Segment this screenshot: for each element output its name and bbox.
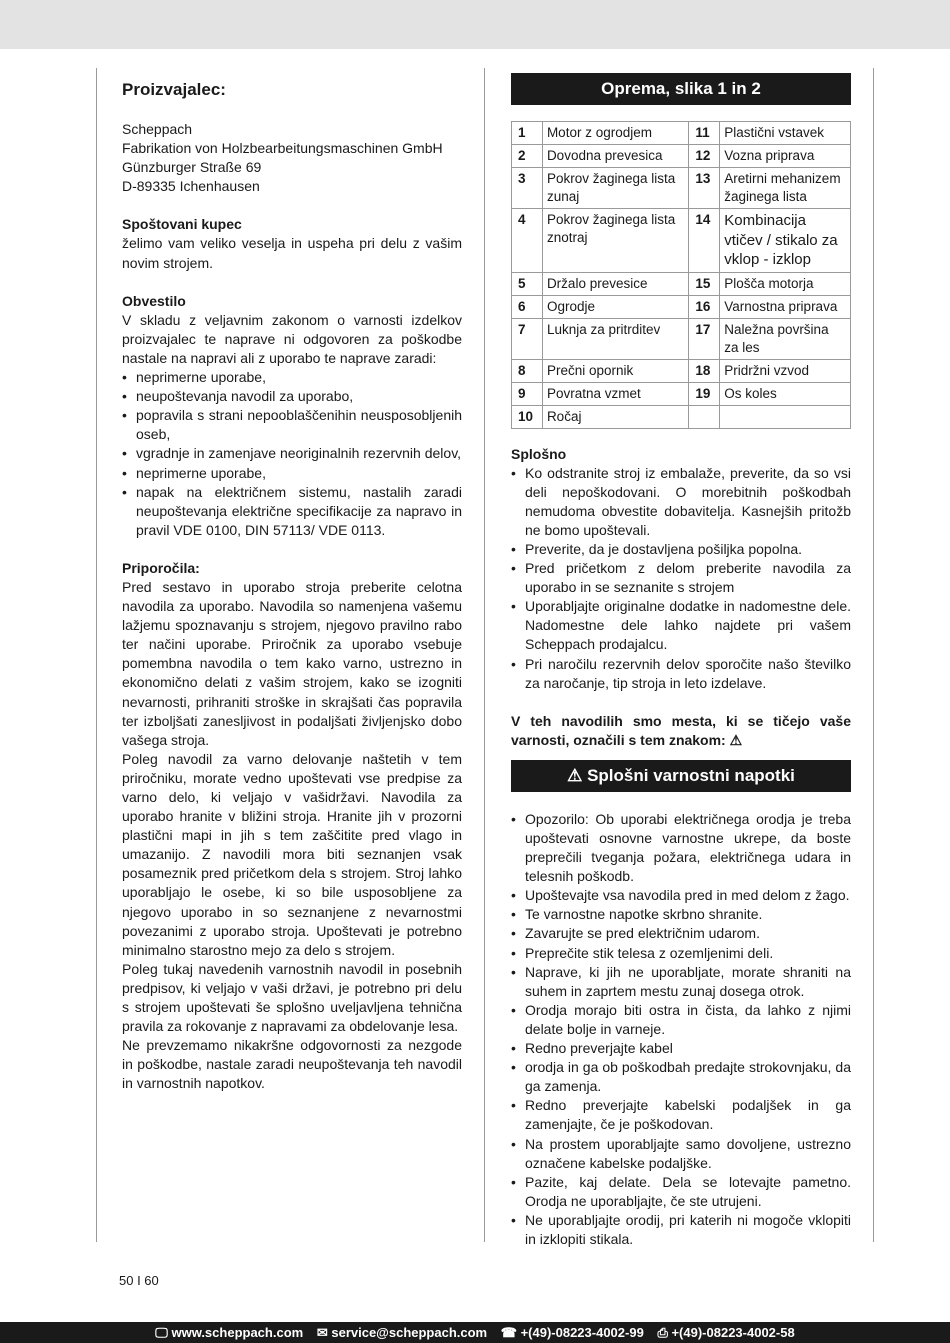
- table-row: [512, 405, 851, 428]
- notice-heading: Obvestilo: [122, 292, 186, 309]
- part-number: 17: [689, 318, 720, 359]
- recommendations-paragraph: Ne prevzemamo nikakršne odgovornosti za nezgode in poškodbe, nastale zaradi neupoštevanja teh navodil in varnostnih napotkov.: [122, 1037, 462, 1092]
- part-number: 8: [512, 359, 543, 382]
- mail-icon: ✉: [316, 1325, 328, 1340]
- left-margin-line: [96, 68, 97, 1242]
- part-name: Varnostna priprava: [720, 295, 851, 318]
- recommendations-paragraph: Pred sestavo in uporabo stroja preberite celotna navodila za uporabo. Navodila so namenjena vašemu lažjemu spoznavanju s strojem, njegovo pravilno rabo ter načini uporabe. Priročnik za uporabo vsebuje pomembna navodila o tem kako varno, ustrezno in ekonomično delati z vašim strojem, kako se izogniti nevarnosti, prihraniti stroške in skrajšati čas popravila ter izboljšati zanesljivost in podaljšati življenjsko dobo vašega stroja.: [122, 578, 462, 748]
- list-item: • Upoštevajte vsa navodila pred in med delom z žago.: [511, 886, 851, 905]
- part-number: 19: [689, 382, 720, 405]
- computer-icon: 🖵: [155, 1325, 168, 1340]
- part-name: Motor z ogrodjem: [542, 122, 688, 145]
- part-number: 5: [512, 272, 543, 295]
- footer-website-text: www.scheppach.com: [171, 1325, 304, 1340]
- list-item: • Pri naročilu rezervnih delov sporočite našo številko za naročanje, tip stroja in leto izdelave.: [511, 655, 851, 693]
- footer-fax-text: +(49)-08223-4002-58: [671, 1325, 795, 1340]
- dear-customer-heading: Spoštovani kupec: [122, 216, 242, 233]
- footer-phone-text: +(49)-08223-4002-99: [520, 1325, 644, 1340]
- table-row: [512, 359, 851, 382]
- warning-symbol-note: V teh navodilih smo mesta, ki se tičejo vaše varnosti, označili s tem znakom: ⚠: [511, 712, 851, 748]
- list-item: • Ne uporabljajte orodij, pri katerih ni mogoče vklopiti in izklopiti stikala.: [511, 1211, 851, 1249]
- left-column: [122, 80, 462, 1094]
- part-name: Luknja za pritrditev: [542, 318, 688, 359]
- list-item: • neupoštevanja navodil za uporabo,: [122, 387, 462, 406]
- page-number: 50 I 60: [119, 1273, 159, 1288]
- part-number: 2: [512, 145, 543, 168]
- list-item: • Redno preverjajte kabel: [511, 1039, 851, 1058]
- list-item: • orodja in ga ob poškodbah predajte strokovnjaku, da ga zamenja.: [511, 1058, 851, 1096]
- part-number: 14: [689, 209, 720, 273]
- list-item: • Zavarujte se pred električnim udarom.: [511, 924, 851, 943]
- footer-email-text: service@scheppach.com: [331, 1325, 488, 1340]
- part-number: 16: [689, 295, 720, 318]
- part-number: 10: [512, 405, 543, 428]
- list-item: • Naprave, ki jih ne uporabljate, morate shraniti na suhem in zaprtem mestu zunaj dosega otrok.: [511, 963, 851, 1001]
- footer-fax: [657, 1325, 794, 1340]
- part-name: Držalo prevesice: [542, 272, 688, 295]
- list-item: • vgradnje in zamenjave neoriginalnih rezervnih delov,: [122, 444, 462, 463]
- fax-icon: ⎙: [657, 1325, 668, 1340]
- footer-website[interactable]: [155, 1325, 307, 1340]
- list-item: • Uporabljajte originalne dodatke in nadomestne dele. Nadomestne dele lahko najdete pri vašem Scheppach prodajalcu.: [511, 597, 851, 654]
- part-name: Pridržni vzvod: [720, 359, 851, 382]
- footer-phone[interactable]: [501, 1325, 648, 1340]
- table-row: [512, 122, 851, 145]
- equipment-title-bar: Oprema, slika 1 in 2: [511, 73, 851, 105]
- address-line: Fabrikation von Holzbearbeitungsmaschinen GmbH: [122, 140, 443, 157]
- part-number: 9: [512, 382, 543, 405]
- list-item: • neprimerne uporabe,: [122, 464, 462, 483]
- part-number: 4: [512, 209, 543, 273]
- part-number: 11: [689, 122, 720, 145]
- address-line: Scheppach: [122, 121, 193, 137]
- recommendations-heading: Priporočila:: [122, 559, 200, 576]
- center-divider-line: [484, 68, 485, 1242]
- part-name: Plastični vstavek: [720, 122, 851, 145]
- part-number: [689, 405, 720, 428]
- part-name: Pokrov žaginega lista zunaj: [542, 168, 688, 209]
- right-margin-line: [873, 68, 874, 1242]
- equipment-table: [511, 121, 851, 429]
- part-name: Dovodna prevesica: [542, 145, 688, 168]
- recommendations-paragraph: Poleg navodil za varno delovanje naštetih v tem priročniku, morate vedno upoštevati vse predpise za varno delo, ki veljajo v vašidržavi. Navodila za uporabo hranite v bližini stroja. Hranite jih v prozorni plastični mapi in jih s tem zaščitite pred vlago in umazanijo. Z navodili mora biti seznanjen vsak posameznik pred pričetkom dela s strojem. Stroj lahko uporabljajo le osebe, ki so bile usposobljene za njegovo uporabo in so seznanjene z nevarnostmi povezanimi z uporabo stroja. Upoštevati je potrebno minimalno starostno mejo za delo s strojem.: [122, 750, 462, 958]
- manufacturer-address: [122, 120, 462, 196]
- part-name: Vozna priprava: [720, 145, 851, 168]
- table-row: [512, 318, 851, 359]
- part-name: Povratna vzmet: [542, 382, 688, 405]
- dear-customer-text: želimo vam veliko veselja in uspeha pri delu z vašim novim strojem.: [122, 235, 462, 271]
- right-column: [511, 73, 851, 1249]
- table-row: [512, 145, 851, 168]
- phone-icon: ☎: [500, 1325, 517, 1340]
- part-name: Pokrov žaginega lista znotraj: [542, 209, 688, 273]
- part-number: 13: [689, 168, 720, 209]
- list-item: • Redno preverjajte kabelski podaljšek in ga zamenjajte, če je poškodovan.: [511, 1096, 851, 1134]
- notice-text: V skladu z veljavnim zakonom o varnosti izdelkov proizvajalec te naprave ni odgovoren za poškodbe nastale na napravi ali z uporabo te naprave zaradi:: [122, 311, 462, 366]
- manufacturer-heading: Proizvajalec:: [122, 80, 226, 99]
- list-item: • Preprečite stik telesa z ozemljenimi deli.: [511, 944, 851, 963]
- table-row: [512, 168, 851, 209]
- address-line: Günzburger Straße 69: [122, 159, 262, 176]
- part-name: Prečni opornik: [542, 359, 688, 382]
- part-number: 15: [689, 272, 720, 295]
- safety-list: [511, 810, 851, 1249]
- footer-bar: [0, 1322, 950, 1343]
- list-item: • Preverite, da je dostavljena pošiljka popolna.: [511, 540, 851, 559]
- part-name: Plošča motorja: [720, 272, 851, 295]
- recommendations-paragraph: Poleg tukaj navedenih varnostnih navodil in posebnih predpisov, ki veljajo v vaši državi, je potrebno pri delu s strojem upoštevati še splošno uveljavljena tehnična pravila za rokovanje z napravami za obdelovanje lesa.: [122, 960, 462, 1035]
- general-heading: Splošno: [511, 445, 567, 462]
- footer-email[interactable]: [317, 1325, 491, 1340]
- part-number: 18: [689, 359, 720, 382]
- list-item: • Opozorilo: Ob uporabi električnega orodja je treba upoštevati osnovne varnostne ukrepe, da boste preprečili tveganja požara, električnega udara in telesnih poškodb.: [511, 810, 851, 886]
- list-item: • napak na električnem sistemu, nastalih zaradi neupoštevanja električne specifikacije za napravo in pravil VDE 0100, DIN 57113/ VDE 0113.: [122, 483, 462, 540]
- list-item: • neprimerne uporabe,: [122, 368, 462, 387]
- list-item: • Pazite, kaj delate. Dela se lotevajte pametno. Orodja ne uporabljajte, če ste utrujeni.: [511, 1173, 851, 1211]
- part-name: Naležna površina za les: [720, 318, 851, 359]
- part-name: Aretirni mehanizem žaginega lista: [720, 168, 851, 209]
- list-item: • Pred pričetkom z delom preberite navodila za uporabo in se seznanite s strojem: [511, 559, 851, 597]
- general-list: [511, 464, 851, 693]
- notice-list: [122, 368, 462, 540]
- part-name: Kombinacija vtičev / stikalo za vklop - izklop: [720, 209, 851, 273]
- address-line: D-89335 Ichenhausen: [122, 178, 260, 195]
- part-number: 3: [512, 168, 543, 209]
- safety-title-bar: ⚠ Splošni varnostni napotki: [511, 760, 851, 792]
- part-number: 6: [512, 295, 543, 318]
- part-number: 1: [512, 122, 543, 145]
- table-row: [512, 209, 851, 273]
- part-name: Ogrodje: [542, 295, 688, 318]
- table-row: [512, 295, 851, 318]
- top-header-bar: [0, 0, 950, 49]
- list-item: • Te varnostne napotke skrbno shranite.: [511, 905, 851, 924]
- list-item: • Orodja morajo biti ostra in čista, da lahko z njimi delate bolje in varneje.: [511, 1001, 851, 1039]
- list-item: • Ko odstranite stroj iz embalaže, preverite, da so vsi deli nepoškodovani. O morebitnih poškodbah nemudoma obvestite dobavitelja. Kasnejših pritožb ne bomo upoštevali.: [511, 464, 851, 540]
- table-row: [512, 272, 851, 295]
- list-item: • Na prostem uporabljajte samo dovoljene, ustrezno označene kabelske podaljške.: [511, 1135, 851, 1173]
- list-item: • popravila s strani nepooblaščenihin neusposobljenih oseb,: [122, 406, 462, 444]
- part-name: [720, 405, 851, 428]
- part-number: 12: [689, 145, 720, 168]
- part-number: 7: [512, 318, 543, 359]
- part-name: Ročaj: [542, 405, 688, 428]
- table-row: [512, 382, 851, 405]
- part-name: Os koles: [720, 382, 851, 405]
